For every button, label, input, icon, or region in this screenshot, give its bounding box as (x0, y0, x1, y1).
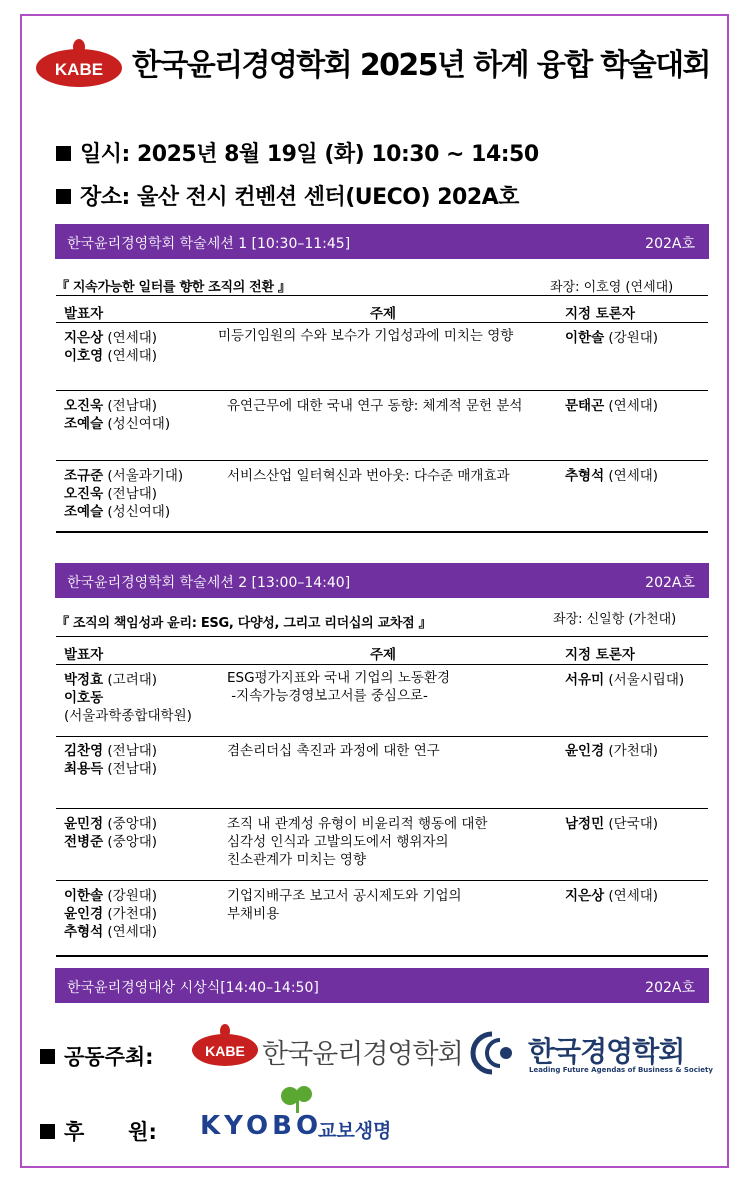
award-room: 202A호 (645, 980, 695, 996)
square-bullet-icon (56, 189, 71, 204)
col-discussant: 지정 토론자 (565, 306, 635, 322)
discussant: 문태곤 (연세대) (565, 398, 659, 414)
kabe-small-logo-text: KABE (205, 1043, 245, 1059)
kmas-name: 한국경영학회 (528, 1035, 685, 1068)
divider (56, 955, 708, 957)
divider (56, 295, 708, 296)
discussant: 이한솔 (강원대) (565, 330, 659, 346)
kabe-small-logo (190, 1022, 260, 1068)
col-topic: 주제 (370, 306, 397, 322)
divider (56, 531, 708, 533)
divider (56, 322, 708, 323)
award-bar (55, 968, 709, 1003)
presenter-list: 김찬영 (전남대) 최용득 (전남대) (64, 743, 158, 777)
divider (56, 390, 708, 391)
square-bullet-icon (40, 1049, 55, 1064)
datetime: 일시: 2025년 8월 19일 (화) 10:30 ~ 14:50 (80, 142, 539, 167)
discussant: 추형석 (연세대) (565, 468, 659, 484)
kyobo-en: KYOBO (200, 1111, 323, 1141)
col-presenter: 발표자 (64, 306, 104, 322)
topic: 기업지배구조 보고서 공시제도와 기업의 부채비용 (227, 888, 462, 922)
topic: 미등기임원의 수와 보수가 기업성과에 미치는 영향 (218, 328, 514, 344)
discussant: 지은상 (연세대) (565, 888, 659, 904)
kmas-logo-icon (470, 1030, 520, 1076)
presenter-list: 지은상 (연세대) 이호영 (연세대) (64, 330, 158, 364)
topic: 조직 내 관계성 유형이 비윤리적 행동에 대한 심각성 인식과 고발의도에서 행위자의 친소관계가 미치는 영향 (227, 816, 488, 868)
session2-room: 202A호 (645, 575, 695, 591)
session2-label: 한국윤리경영학회 학술세션 2 [13:00–14:40] (67, 575, 351, 591)
venue: 장소: 울산 전시 컨벤션 센터(UECO) 202A호 (80, 185, 519, 210)
presenter-list: 오진욱 (전남대) 조예슬 (성신여대) (64, 398, 171, 432)
kabe-name: 한국윤리경영학회 (262, 1039, 463, 1070)
presenter-list: 이한솔 (강원대) 윤인경 (가천대) 추형석 (연세대) (64, 888, 158, 940)
page-title: 한국윤리경영학회 2025년 하계 융합 학술대회 (132, 48, 710, 83)
col-topic: 주제 (370, 647, 397, 663)
divider (56, 460, 708, 461)
kabe-logo (34, 38, 124, 90)
session1-label: 한국윤리경영학회 학술세션 1 [10:30–11:45] (67, 236, 351, 252)
discussant: 남정민 (단국대) (565, 816, 659, 832)
session2-chair: 좌장: 신일항 (가천대) (553, 612, 677, 627)
session1-bar (55, 224, 709, 259)
col-discussant: 지정 토론자 (565, 647, 635, 663)
square-bullet-icon (56, 146, 71, 161)
presenter-list: 윤민정 (중앙대) 전병준 (중앙대) (64, 816, 158, 850)
col-presenter: 발표자 (64, 647, 104, 663)
divider (56, 880, 708, 881)
divider (56, 808, 708, 809)
session2-theme: 『 조직의 책임성과 윤리: ESG, 다양성, 그리고 리더십의 교차점 』 (56, 616, 432, 631)
award-label: 한국윤리경영대상 시상식[14:40–14:50] (67, 980, 319, 996)
session2-bar (55, 563, 709, 598)
session1-theme: 『 지속가능한 일터를 향한 조직의 전환 』 (56, 280, 291, 295)
divider (56, 736, 708, 737)
cohost-label: 공동주최: (64, 1045, 154, 1069)
discussant: 서유미 (서울시립대) (565, 672, 685, 688)
topic: 서비스산업 일터혁신과 번아웃: 다수준 매개효과 (227, 468, 510, 484)
kmas-tagline: Leading Future Agendas of Business & Society (529, 1066, 713, 1074)
divider (56, 636, 708, 637)
topic: 겸손리더십 촉진과 과정에 대한 연구 (227, 743, 440, 759)
session1-chair: 좌장: 이호영 (연세대) (550, 280, 674, 295)
square-bullet-icon (40, 1124, 55, 1139)
datetime-line (56, 137, 539, 168)
topic: 유연근무에 대한 국내 연구 동향: 체계적 문헌 분석 (227, 398, 523, 414)
support-line (40, 1116, 157, 1146)
presenter-list: 조규준 (서울과기대) 오진욱 (전남대) 조예슬 (성신여대) (64, 468, 184, 520)
kabe-logo-text: KABE (54, 60, 104, 79)
discussant: 윤인경 (가천대) (565, 743, 659, 759)
topic: ESG평가지표와 국내 기업의 노동환경 -지속가능경영보고서를 중심으로- (227, 670, 451, 704)
divider (56, 664, 708, 665)
presenter-list: 박정효 (고려대) 이호동 (서울과학종합대학원) (64, 672, 192, 724)
session1-room: 202A호 (645, 236, 695, 252)
support-label: 후 원: (64, 1120, 157, 1144)
venue-line (56, 180, 519, 211)
kyobo-kr: 교보생명 (318, 1120, 392, 1142)
cohost-line (40, 1041, 154, 1071)
